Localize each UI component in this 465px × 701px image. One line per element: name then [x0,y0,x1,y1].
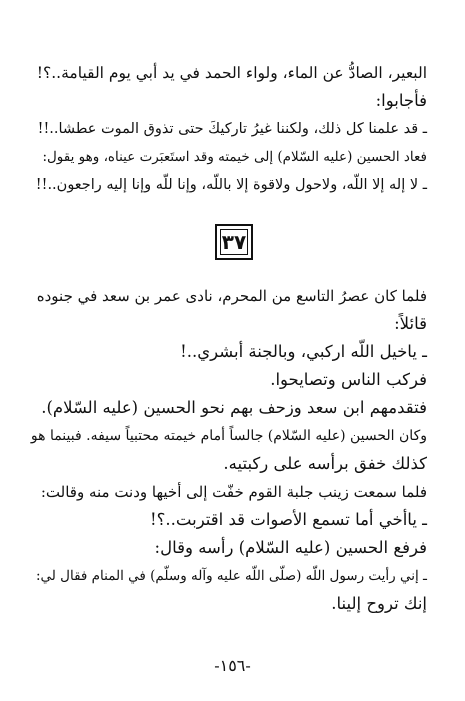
text-line: ـ ياخيل اللّه اركبي، وبالجنة أبشري..! [180,342,427,361]
text-line: فلما سمعت زينب جلبة القوم خفّت إلى أخيها ودنت منه وقالت: [40,483,427,501]
text-line: فتقدمهم ابن سعد وزحف بهم نحو الحسين (عليه السّلام). [41,398,427,417]
text-line: فعاد الحسين (عليه السّلام) إلى خيمته وقد استَعبَرت عيناه، وهو يقول: [42,149,427,165]
text-line: فلما كان عصرُ التاسع من المحرم، نادى عمر بن سعد في جنوده [36,287,427,305]
text-line: إنك تروح إلينا. [331,594,427,613]
text-line: وكان الحسين (عليه السّلام) جالساً أمام خيمته محتبياً سيفه. فبينما هو [30,428,427,444]
chapter-number-box [215,224,253,260]
chapter-number: ٣٧ [221,230,247,254]
text-line: البعير، الصادُّ عن الماء، ولواء الحمد في يد أبي يوم القيامة..؟! [36,64,427,82]
text-line: فركب الناس وتصايحوا. [270,370,427,389]
page-number: -١٥٦- [214,656,251,675]
text-line: ـ قد علمنا كل ذلك، ولكننا غيرُ تاركيكَ حتى تذوق الموت عطشا..!! [37,121,427,137]
text-line: ـ ياأخي أما تسمع الأصوات قد اقتربت..؟! [150,510,427,529]
text-line: فأجابوا: [375,91,427,110]
text-line: قائلاً: [394,314,427,333]
text-line: فرفع الحسين (عليه السّلام) رأسه وقال: [154,538,427,557]
text-line: ـ لا إله إلا اللّه، ولاحول ولاقوة إلا باللّه، وإنا للّه وإنا إليه راجعون..!! [35,177,427,193]
text-line: كذلك خفق برأسه على ركبتيه. [223,454,427,473]
text-line: ـ إني رأيت رسول اللّه (صلّى اللّه عليه وآله وسلّم) في المنام فقال لي: [35,568,427,584]
